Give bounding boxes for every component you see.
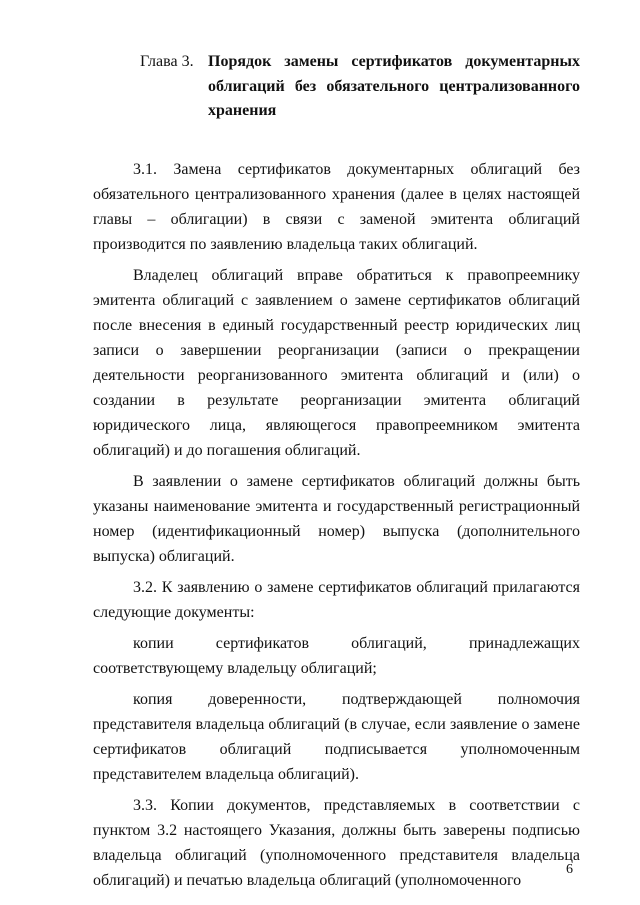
chapter-body [93, 157, 580, 899]
paragraph-3-1: 3.1. Замена сертификатов документарных облигаций без обязательного централизованного хранения (далее в целях настоящей главы – облигации) в связи с заменой эмитента облигаций производится по заявлению владельца таких облигаций. [93, 161, 580, 253]
paragraph-application-contents: В заявлении о замене сертификатов облигаций должны быть указаны наименование эмитента и государственный регистрационный номер (идентификационный номер) выпуска (дополнительного выпуска) облигаций. [93, 473, 580, 565]
page-number: 6 [566, 862, 573, 877]
paragraph-3-2: 3.2. К заявлению о замене сертификатов облигаций прилагаются следующие документы: [93, 579, 580, 621]
chapter-label: Глава 3. [140, 53, 194, 70]
list-item-certificate-copies: копии сертификатов облигаций, принадлежащих соответствующему владельцу облигаций; [93, 635, 580, 677]
paragraph-3-3: 3.3. Копии документов, представляемых в соответствии с пунктом 3.2 настоящего Указания, должны быть заверены подписью владельца облигаций (уполномоченного представителя владельца облигаций) и печатью владельца облигаций (уполномоченного [93, 797, 580, 889]
paragraph-owner-right: Владелец облигаций вправе обратиться к правопреемнику эмитента облигаций с заявлением о замене сертификатов облигаций после внесения в единый государственный реестр юридических лиц записи о завершении реорганизации (записи о прекращении деятельности реорганизованного эмитента облигаций и (или) о создании в результате реорганизации эмитента облигаций юридического лица, являющегося правопреемником эмитента облигаций) и до погашения облигаций. [93, 267, 580, 459]
chapter-title: Порядок замены сертификатов документарных облигаций без обязательного централизованного хранения [208, 53, 580, 119]
list-item-power-of-attorney: копия доверенности, подтверждающей полномочия представителя владельца облигаций (в случае, если заявление о замене сертификатов облигаций подписывается уполномоченным представителем владельца облигаций). [93, 691, 580, 783]
